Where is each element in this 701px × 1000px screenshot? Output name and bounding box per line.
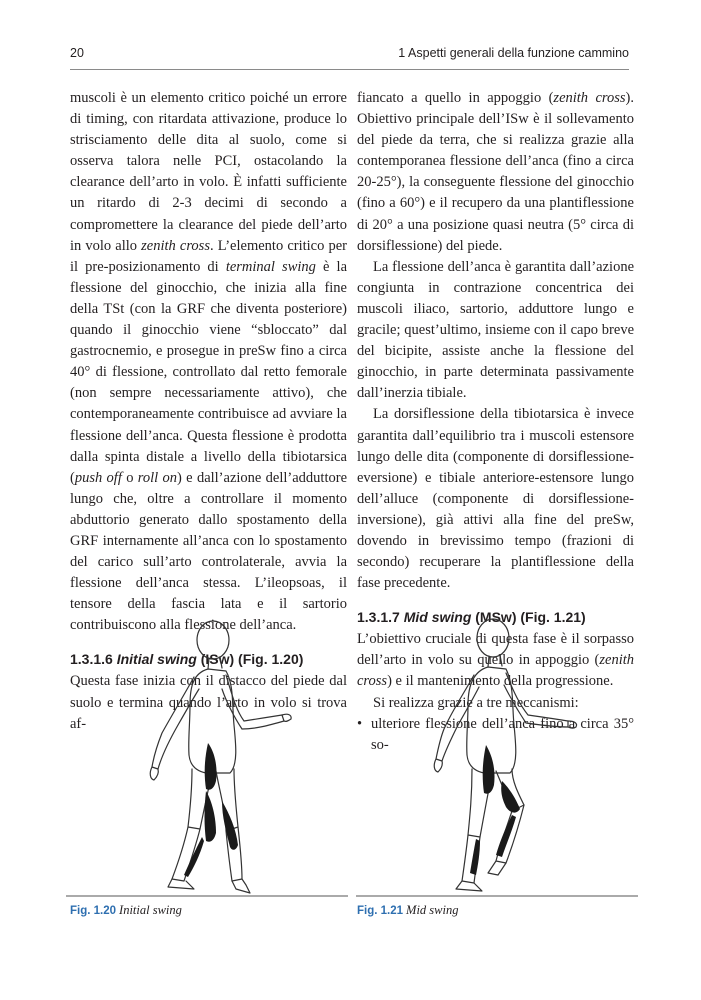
paragraph: Si realizza grazie a tre meccanismi:	[373, 694, 579, 711]
page-number: 20	[70, 46, 84, 60]
back-arm	[152, 677, 199, 769]
paragraph: La dorsiflessione della tibiotarsica è invece garantita dall’equilibrio tra i muscoli estensore lungo delle dita (componente di dorsiflessione-eversione) e tibiale anteriore-estensore lungo dell’alluce (componente di dorsiflessione-inversione), già attivi alla fine del preSw, dovendo in brevissimo tempo (frazioni di secondo) recuperare la plantiflessione della fase precedente.	[357, 406, 634, 592]
figure-label: Fig. 1.21	[357, 905, 404, 917]
section-heading-initial-swing: 1.3.1.6 Initial swing (ISw) (Fig. 1.20)	[70, 651, 304, 668]
back-arm	[436, 675, 479, 761]
figure-caption-1-20	[70, 903, 182, 918]
quadriceps-muscle	[483, 745, 495, 794]
running-header	[70, 46, 629, 68]
figure-caption-text: Initial swing	[119, 903, 182, 917]
figure-label: Fig. 1.20	[70, 905, 117, 917]
figure-initial-swing	[66, 605, 348, 900]
figure-caption-text: Mid swing	[406, 903, 459, 917]
paragraph: L’obiettivo cruciale di questa fase è il sorpasso dell’arto in volo su quello in appoggio (zenith cross) e il mantenimento della progressione.	[357, 631, 634, 690]
section-heading-mid-swing: 1.3.1.7 Mid swing (MSw) (Fig. 1.21)	[357, 609, 586, 626]
swing-foot	[488, 861, 506, 875]
quadriceps-muscle	[205, 743, 217, 790]
front-arm	[222, 675, 284, 729]
head	[477, 619, 509, 657]
figure-mid-swing	[356, 605, 638, 900]
figure-caption-1-21	[357, 903, 458, 918]
walking-figure-illustration	[66, 605, 348, 900]
header-rule	[70, 69, 629, 70]
paragraph: muscoli è un elemento critico poiché un errore di timing, con ritardata attivazione, produce lo strisciamento delle dita al suolo, come si osserva talora nelle PCI, ostacolando la clearance dell’arto in volo. È infatti sufficiente un ritardo di 2-3 decimi di secondo a compromettere la clearance del piede dell’arto in volo allo zenith cross. L’elemento critico per il pre-posizionamento di terminal swing è la flessione del ginocchio, che inizia alla fine della TSt (con la GRF che diventa posteriore) quando il ginocchio viene “sbloccato” dal gastrocnemio, e prosegue in preSw fino a circa 40° di flessione, controllato dal retto femorale (non sempre necessariamente attivo), che contemporaneamente contribuisce ad avviare la flessione dell’anca. Questa flessione è prodotta dalla spinta distale a livello della tibiotarsica (push off o roll on) e dall’azione dell’adduttore lungo che, oltre a controllare il momento abduttorio generato dallo spostamento della GRF internamente all’anca con lo spostamento del carico sull’arto controlaterale, avvia la flessione dell’anca stessa. L’ileopsoas, il tensore della fascia lata e il sartorio contribuiscono alla flessione dell’anca.	[70, 90, 348, 634]
shank-muscle	[184, 837, 204, 877]
paragraph: fiancato a quello in appoggio (zenith cross). Obiettivo principale dell’ISw è il sollevamento del piede da terra, che si realizza grazie alla contemporanea flessione dell’anca (fino a circa 20-25°), la conseguente flessione del ginocchio (fino a 60°) e il recupero da una plantiflessione di 20° a una posizione quasi neutra (5° circa di dorsiflessione) del piede.	[357, 90, 634, 254]
running-title: 1 Aspetti generali della funzione cammino	[398, 46, 629, 60]
stance-shank-muscle	[470, 839, 480, 875]
walking-figure-illustration	[356, 605, 638, 900]
tibialis-muscle	[205, 791, 217, 842]
tibialis-muscle	[496, 815, 516, 857]
swing-thigh-muscle	[501, 781, 520, 813]
paragraph: La flessione dell’anca è garantita dall’azione congiunta in contrazione concentrica dei muscoli iliaco, sartorio, adduttore lungo e gracile; quest’ultimo, insieme con il capo breve del bicipite, assiste anche la flessione del ginocchio, in parte determinata passivamente dall’inerzia tibiale.	[357, 258, 634, 402]
swing-foot	[232, 879, 250, 893]
head	[197, 621, 229, 659]
front-hand	[568, 721, 577, 728]
paragraph: Questa fase inizia con il distacco del piede dal suolo e termina quando l’arto in volo si trova af-	[70, 673, 347, 732]
list-item: • ulteriore flessione dell’anca fino a circa 35° so-	[357, 715, 634, 753]
bullet-mark: •	[357, 715, 363, 732]
